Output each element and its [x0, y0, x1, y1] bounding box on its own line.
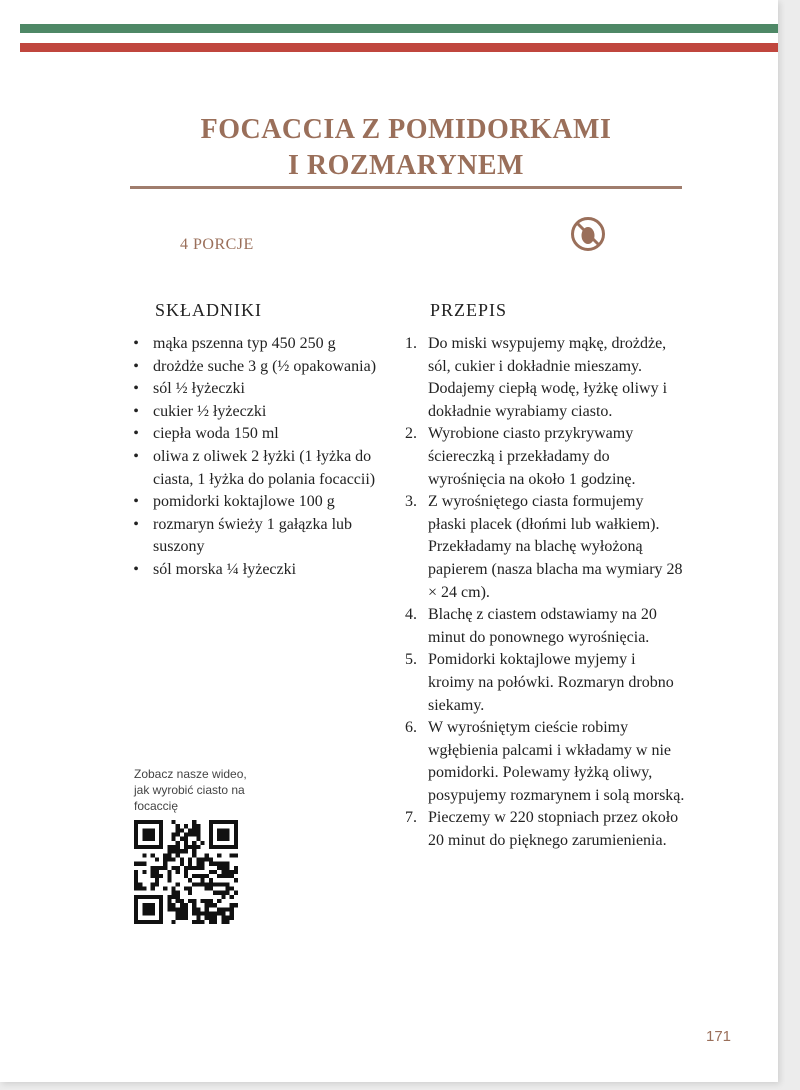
step-number: 5.	[405, 651, 417, 669]
ingredient-text: rozmaryn świeży 1 gałązka lub suszony	[153, 515, 353, 556]
bullet-icon: •	[133, 425, 139, 443]
step-number: 1.	[405, 335, 417, 352]
step-text: Z wyrośniętego ciasta formujemy płaski placek (dłońmi lub wałkiem). Przekładamy na blachę wyłożoną papierem (nasza blacha ma wymiary 28 × 24 cm).	[428, 493, 683, 601]
bullet-icon: •	[133, 493, 139, 511]
ingredient-text: sól ½ łyżeczki	[153, 380, 245, 398]
ingredients-list	[130, 333, 395, 582]
recipe-steps-list	[405, 333, 685, 853]
title-line-1: FOCACCIA Z POMIDORKAMI	[200, 114, 612, 145]
no-egg-icon	[570, 216, 606, 252]
step-text: W wyrośniętym cieście robimy wgłębienia palcami i wkładamy w nie pomidorki. Polewamy łyżką oliwy, posypujemy rozmarynem i solą morską.	[428, 719, 685, 804]
ingredient-text: ciepła woda 150 ml	[153, 425, 279, 443]
ingredient-item	[130, 401, 395, 424]
step-number: 3.	[405, 493, 417, 511]
ingredient-item	[130, 356, 395, 379]
bullet-icon: •	[133, 357, 139, 375]
bullet-icon: •	[133, 447, 139, 465]
recipe-step	[405, 649, 685, 717]
bullet-icon: •	[133, 402, 139, 420]
recipe-step	[405, 491, 685, 604]
step-text: Wyrobione ciasto przykrywamy ściereczką i przekładamy do wyrośnięcia na około 1 godzinę.	[428, 425, 636, 488]
ingredient-text: cukier ½ łyżeczki	[153, 402, 267, 420]
step-text: Do miski wsypujemy mąkę, drożdże, sól, cukier i dokładnie mieszamy. Dodajemy ciepłą wodę, łyżkę oliwy i dokładnie wyrabiamy ciasto.	[428, 335, 668, 420]
step-number: 4.	[405, 606, 417, 624]
recipe-step	[405, 717, 685, 807]
ingredient-item	[130, 491, 395, 514]
ingredient-text: mąka pszenna typ 450 250 g	[153, 335, 336, 352]
ingredients-heading: SKŁADNIKI	[155, 300, 262, 320]
step-number: 6.	[405, 719, 417, 737]
recipe-title	[130, 112, 682, 184]
bullet-icon: •	[133, 560, 139, 578]
recipe-step	[405, 423, 685, 491]
recipe-step	[405, 604, 685, 649]
qr-code-icon[interactable]	[134, 820, 238, 924]
ingredient-item	[130, 559, 395, 582]
recipe-step	[405, 333, 685, 423]
bullet-icon: •	[133, 335, 139, 352]
step-text: Pomidorki koktajlowe myjemy i kroimy na połówki. Rozmaryn drobno siekamy.	[428, 651, 674, 714]
ingredient-item	[130, 333, 395, 356]
portions-label: 4 PORCJE	[180, 236, 254, 253]
page-number: 171	[706, 1028, 732, 1045]
title-line-2: I ROZMARYNEM	[287, 150, 524, 181]
qr-caption: Zobacz nasze wideo, jak wyrobić ciasto na focaccię	[134, 767, 247, 813]
ingredient-item	[130, 446, 395, 491]
ingredient-text: oliwa z oliwek 2 łyżki (1 łyżka do ciasta, 1 łyżka do polania focaccii)	[153, 447, 376, 488]
step-text: Blachę z ciastem odstawiamy na 20 minut do ponownego wyrośnięcia.	[428, 606, 657, 646]
title-divider	[130, 186, 682, 189]
bullet-icon: •	[133, 380, 139, 398]
ingredient-item	[130, 514, 395, 559]
bullet-icon: •	[133, 515, 139, 533]
step-number: 7.	[405, 809, 417, 827]
recipe-heading: PRZEPIS	[430, 300, 508, 320]
step-number: 2.	[405, 425, 417, 443]
red-stripe	[20, 43, 778, 52]
step-text: Pieczemy w 220 stopniach przez około 20 minut do pięknego zarumienienia.	[428, 809, 679, 850]
ingredient-text: drożdże suche 3 g (½ opakowania)	[153, 357, 377, 375]
ingredient-item	[130, 378, 395, 401]
recipe-step	[405, 807, 685, 852]
ingredient-item	[130, 423, 395, 446]
ingredient-text: sól morska ¼ łyżeczki	[153, 560, 297, 578]
ingredient-text: pomidorki koktajlowe 100 g	[153, 493, 335, 511]
green-stripe	[20, 24, 778, 33]
